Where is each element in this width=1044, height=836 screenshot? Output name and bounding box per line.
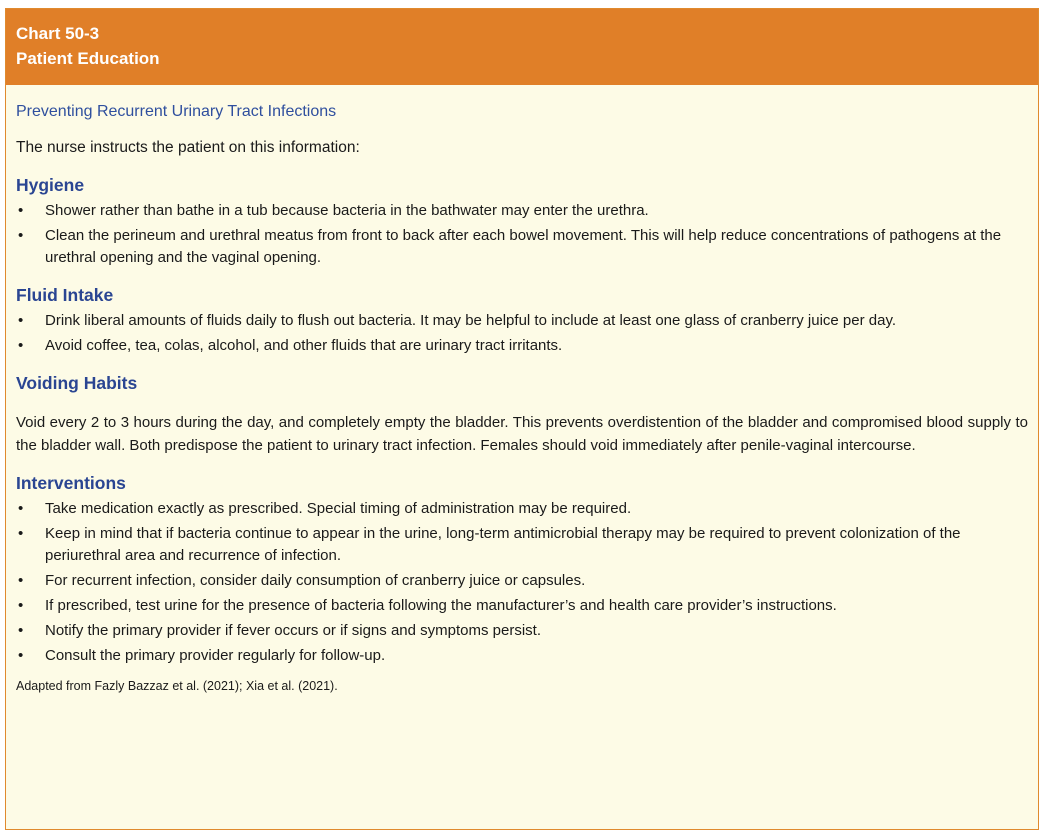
list-item-text: Take medication exactly as prescribed. Special timing of administration may be required.: [45, 500, 632, 517]
section-heading-interventions: Interventions: [16, 473, 126, 493]
section-heading-fluid-intake: Fluid Intake: [16, 285, 114, 305]
list-item-text: Notify the primary provider if fever occurs or if signs and symptoms persist.: [45, 622, 541, 639]
list-item: [16, 523, 1028, 567]
list-item: [16, 225, 1028, 269]
chart-body: [6, 101, 1038, 695]
list-item: [16, 310, 1028, 332]
bullet-icon: •: [18, 597, 24, 614]
bullet-icon: •: [18, 500, 24, 517]
chart-number: Chart 50-3: [16, 24, 100, 43]
list-item-text: Clean the perineum and urethral meatus from front to back after each bowel movement. This will help reduce concentrations of pathogens at the urethral opening and the vaginal opening.: [45, 227, 1002, 266]
voiding-habits-paragraph: Void every 2 to 3 hours during the day, and completely empty the bladder. This prevents overdistention of the bladder and compromised blood supply to the bladder wall. Both predispose the patient to urinary tract infection. Females should void immediately after penile-vaginal intercourse.: [16, 414, 1028, 454]
bullet-icon: •: [18, 337, 24, 354]
list-item: [16, 335, 1028, 357]
list-item: [16, 595, 1028, 617]
bullet-icon: •: [18, 525, 24, 542]
bullet-icon: •: [18, 622, 24, 639]
hygiene-list: [16, 200, 1028, 269]
list-item: [16, 570, 1028, 592]
list-item-text: Consult the primary provider regularly for follow-up.: [45, 647, 386, 664]
list-item-text: Avoid coffee, tea, colas, alcohol, and other fluids that are urinary tract irritants.: [45, 337, 563, 354]
bullet-icon: •: [18, 202, 24, 219]
interventions-list: [16, 498, 1028, 667]
section-heading-voiding-habits: Voiding Habits: [16, 373, 138, 393]
list-item-text: For recurrent infection, consider daily consumption of cranberry juice or capsules.: [45, 572, 586, 589]
list-item: [16, 620, 1028, 642]
list-item-text: Keep in mind that if bacteria continue to appear in the urine, long-term antimicrobial therapy may be required to prevent colonization of the periurethral area and recurrence of infection.: [45, 525, 961, 564]
bullet-icon: •: [18, 312, 24, 329]
chart-header: [6, 9, 1038, 85]
chart-subtitle: Preventing Recurrent Urinary Tract Infections: [16, 103, 337, 120]
list-item-text: If prescribed, test urine for the presence of bacteria following the manufacturer’s and health care provider’s instructions.: [45, 597, 837, 614]
section-heading-hygiene: Hygiene: [16, 175, 85, 195]
bullet-icon: •: [18, 227, 24, 244]
fluid-intake-list: [16, 310, 1028, 357]
list-item: [16, 200, 1028, 222]
bullet-icon: •: [18, 572, 24, 589]
patient-education-chart: [5, 8, 1039, 830]
list-item: [16, 498, 1028, 520]
source-citation: Adapted from Fazly Bazzaz et al. (2021); Xia et al. (2021).: [16, 679, 338, 693]
chart-type: Patient Education: [16, 49, 160, 68]
list-item-text: Shower rather than bathe in a tub because bacteria in the bathwater may enter the urethra.: [45, 202, 649, 219]
bullet-icon: •: [18, 647, 24, 664]
list-item: [16, 645, 1028, 667]
intro-text: The nurse instructs the patient on this information:: [16, 139, 360, 156]
list-item-text: Drink liberal amounts of fluids daily to flush out bacteria. It may be helpful to include at least one glass of cranberry juice per day.: [45, 312, 897, 329]
